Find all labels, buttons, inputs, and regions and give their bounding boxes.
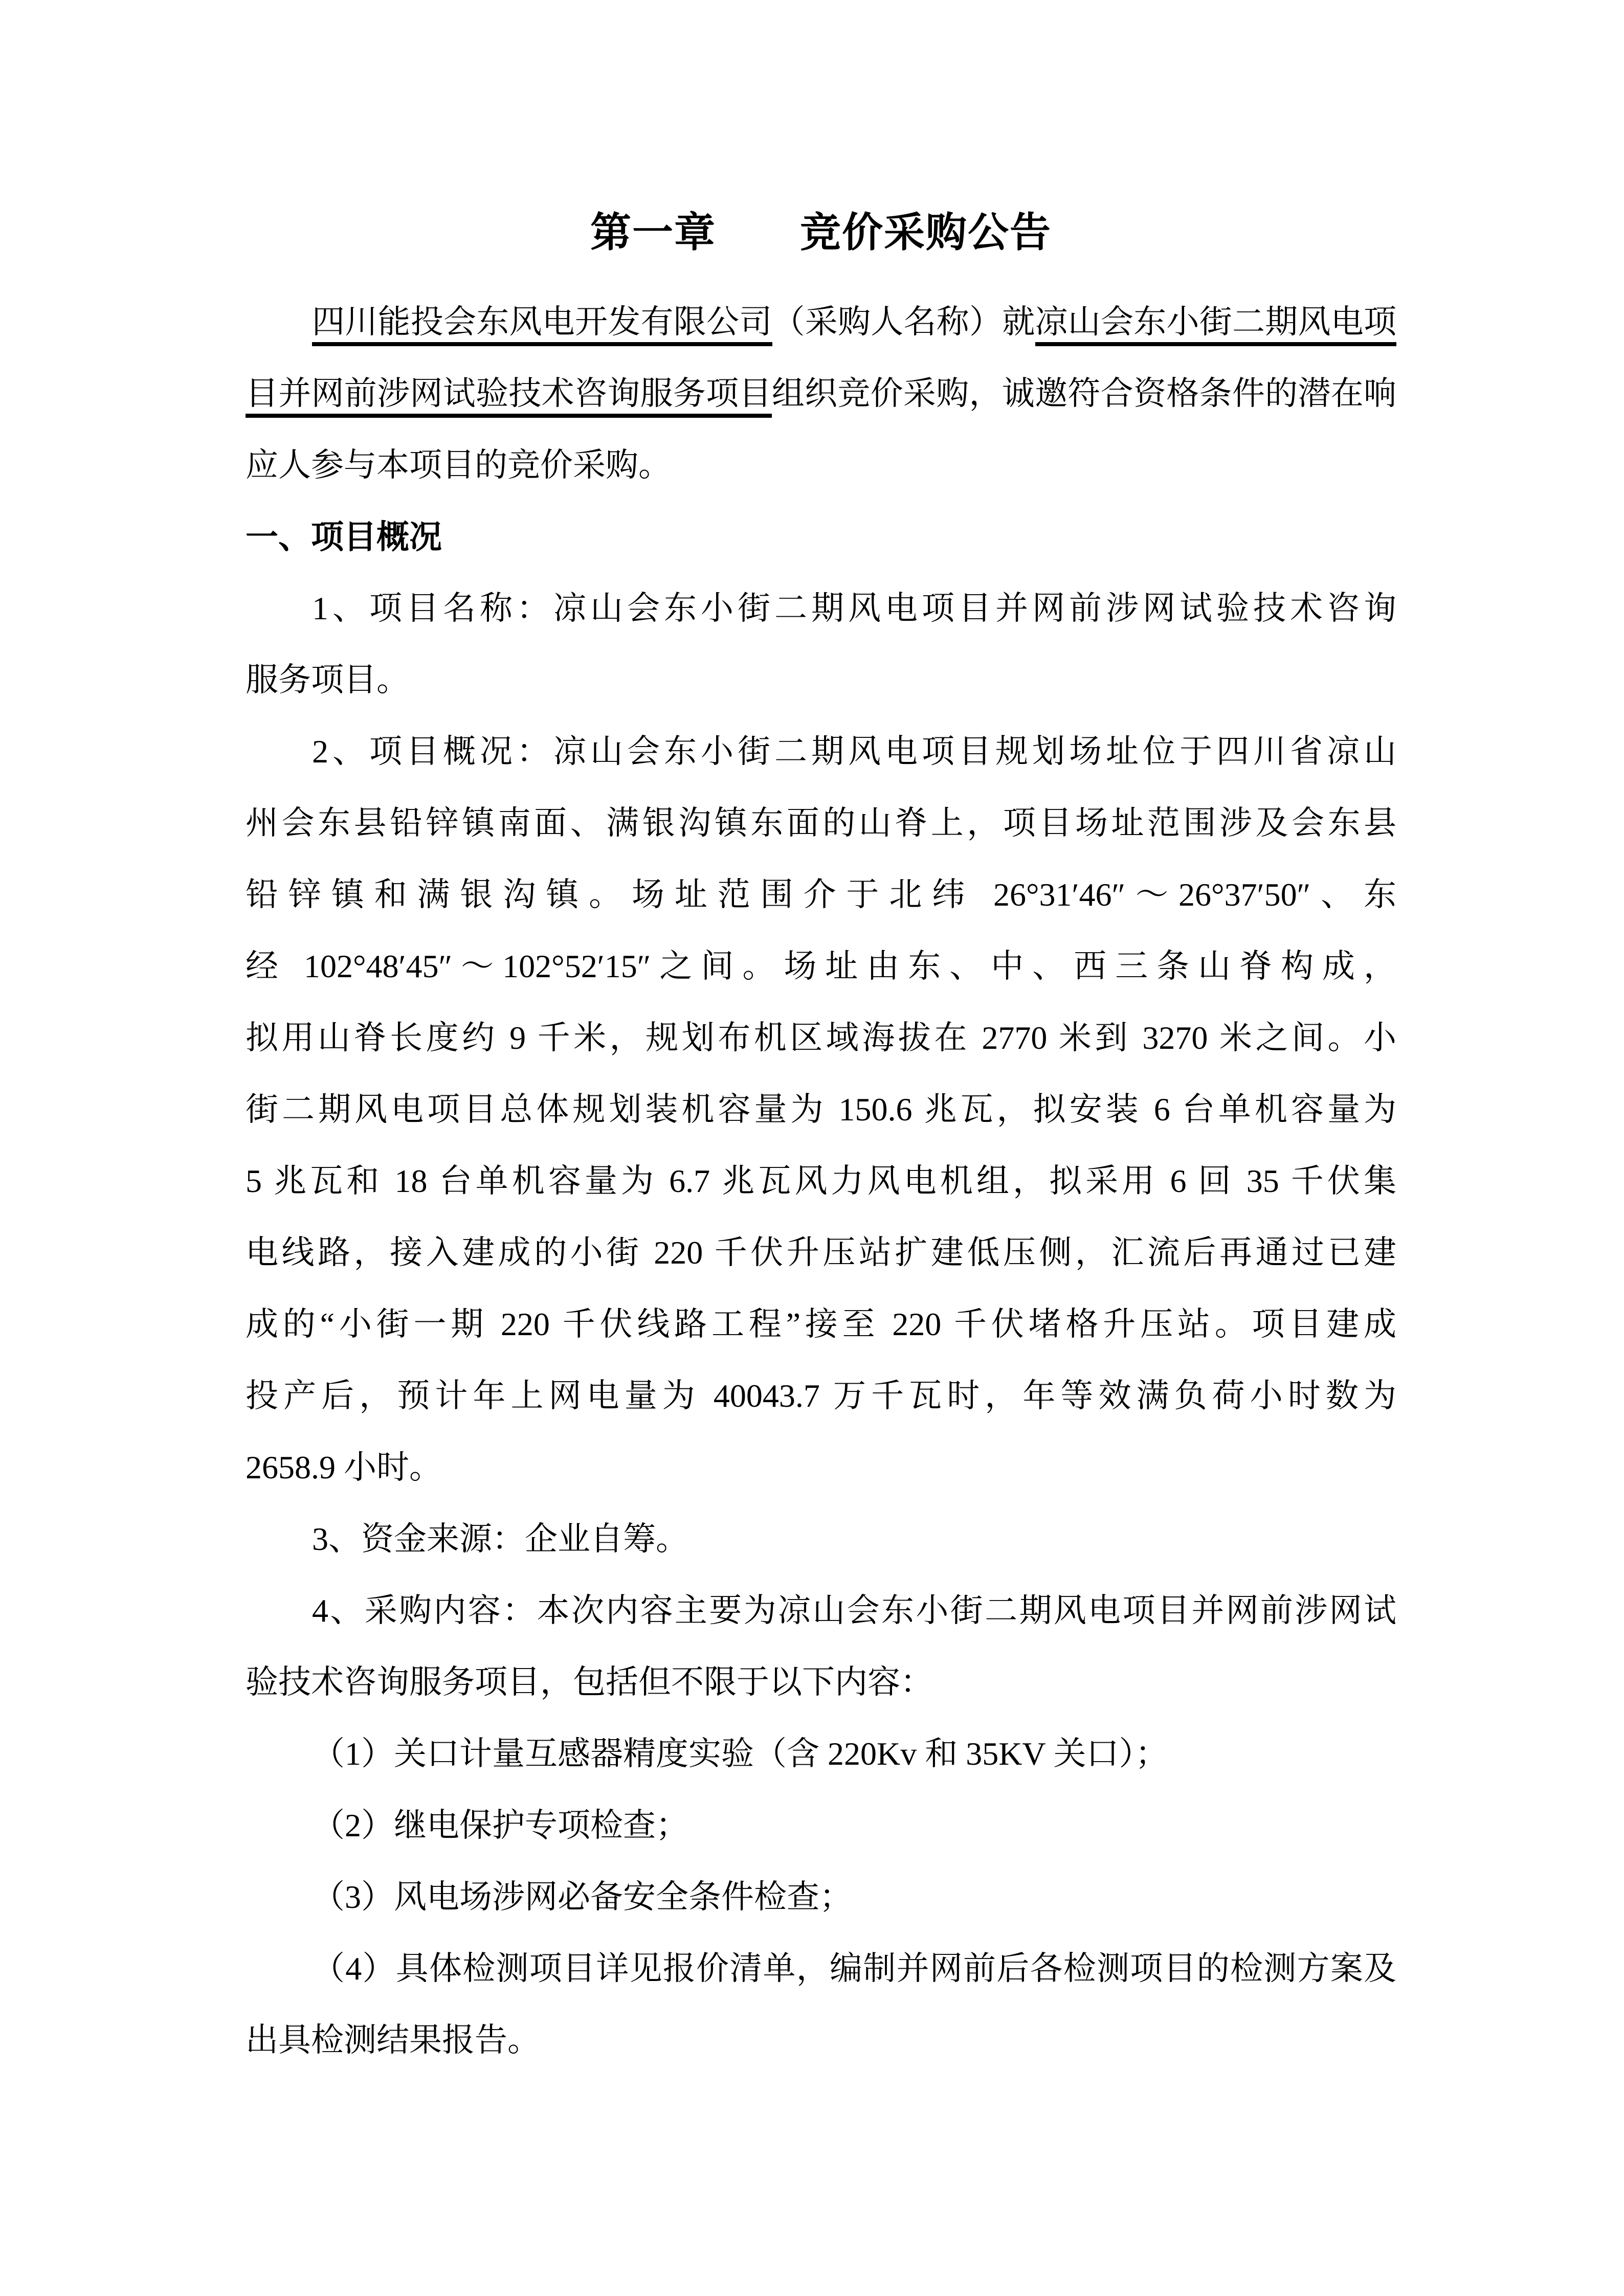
text-segment: 3、资金来源：企业自筹。 xyxy=(312,1521,688,1557)
text-line xyxy=(246,931,1396,1002)
text-segment: 出具检测结果报告。 xyxy=(246,2022,540,2058)
text-line xyxy=(246,1933,1396,2005)
text-segment: 应人参与本项目的竞价采购。 xyxy=(246,447,671,483)
text-line xyxy=(246,716,1396,787)
text-segment: 电线路，接入建成的小街 220 千伏升压站扩建低压侧，汇流后再通过已建 xyxy=(246,1234,1396,1271)
text-segment: 铅锌镇和满银沟镇。场址范围介于北纬 26°31′46″～26°37′50″、东 xyxy=(246,876,1396,913)
underlined-text-segment: 目并网前涉网试验技术咨询服务项目 xyxy=(246,375,772,418)
underlined-text-segment: 凉山会东小街二期风电项 xyxy=(1035,304,1397,346)
text-line xyxy=(246,644,1396,716)
text-segment: 服务项目。 xyxy=(246,662,409,698)
text-line xyxy=(246,1790,1396,1861)
text-line xyxy=(246,1432,1396,1503)
text-line xyxy=(246,430,1396,501)
document-body xyxy=(246,286,1396,2076)
text-line xyxy=(246,1360,1396,1432)
text-line xyxy=(246,1647,1396,1718)
text-segment: （1）关口计量互感器精度实验（含 220Kv 和 35KV 关口）； xyxy=(312,1736,1168,1772)
text-segment: 一、项目概况 xyxy=(246,519,442,555)
text-segment: （4）具体检测项目详见报价清单，编制并网前后各检测项目的检测方案及 xyxy=(312,1950,1396,1987)
text-segment: （2）继电保护专项检查； xyxy=(312,1807,688,1843)
text-segment: 5 兆瓦和 18 台单机容量为 6.7 兆瓦风力风电机组，拟采用 6 回 35 千伏集 xyxy=(246,1163,1396,1199)
text-segment: 经 102°48′45″～102°52′15″之间。场址由东、中、西三条山脊构成， xyxy=(246,948,1396,984)
text-segment: 2、项目概况：凉山会东小街二期风电项目规划场址位于四川省凉山 xyxy=(312,733,1396,770)
text-segment: 街二期风电项目总体规划装机容量为 150.6 兆瓦，拟安装 6 台单机容量为 xyxy=(246,1091,1396,1128)
text-line xyxy=(246,1002,1396,1074)
text-line xyxy=(246,1217,1396,1289)
text-line xyxy=(246,1718,1396,1790)
text-line xyxy=(246,358,1396,430)
text-line xyxy=(246,573,1396,644)
text-line xyxy=(246,859,1396,931)
text-segment: 4、采购内容：本次内容主要为凉山会东小街二期风电项目并网前涉网试 xyxy=(312,1592,1396,1629)
text-line xyxy=(246,1575,1396,1647)
text-line xyxy=(246,1074,1396,1145)
chapter-title: 第一章 竞价采购公告 xyxy=(590,210,1052,255)
text-line xyxy=(246,1861,1396,1933)
text-segment: 验技术咨询服务项目，包括但不限于以下内容： xyxy=(246,1664,933,1700)
text-segment: 州会东县铅锌镇南面、满银沟镇东面的山脊上，项目场址范围涉及会东县 xyxy=(246,805,1396,841)
text-line xyxy=(246,1503,1396,1575)
text-segment: 拟用山脊长度约 9 千米，规划布机区域海拔在 2770 米到 3270 米之间。小 xyxy=(246,1020,1396,1056)
text-segment: 1、项目名称：凉山会东小街二期风电项目并网前涉网试验技术咨询 xyxy=(312,590,1396,626)
text-segment: 组织竞价采购，诚邀符合资格条件的潜在响 xyxy=(771,375,1396,412)
text-line xyxy=(246,2005,1396,2076)
text-line xyxy=(246,1289,1396,1360)
underlined-text-segment: 四川能投会东风电开发有限公司 xyxy=(312,304,772,346)
text-segment: 2658.9 小时。 xyxy=(246,1449,442,1485)
text-line xyxy=(246,286,1396,358)
text-segment: 成的“小街一期 220 千伏线路工程”接至 220 千伏堵格升压站。项目建成 xyxy=(246,1306,1396,1342)
section-heading xyxy=(246,501,1396,573)
text-segment: 投产后，预计年上网电量为 40043.7 万千瓦时，年等效满负荷小时数为 xyxy=(246,1378,1396,1414)
text-line xyxy=(246,787,1396,859)
text-segment: （采购人名称）就 xyxy=(772,304,1035,340)
text-segment: （3）风电场涉网必备安全条件检查； xyxy=(312,1879,852,1915)
text-line xyxy=(246,1145,1396,1217)
